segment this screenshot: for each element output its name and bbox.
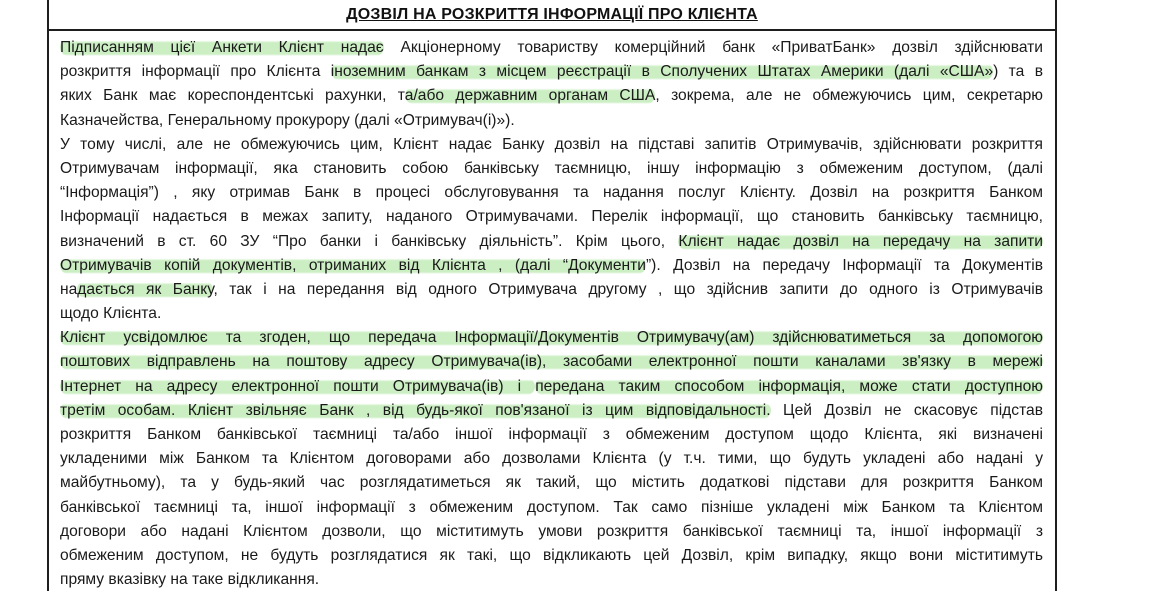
text-line [60,84,1043,108]
text-segment: яких Банк має кореспондентські рахунки, т [60,87,405,105]
text-segment: договори або надані Клієнтом дозволи, що міститимуть умови розкриття банківської таємниці та, іншої інформації з [60,522,1043,540]
text-line [60,181,1043,205]
text-line [60,157,1043,181]
text-line [60,496,1043,520]
text-segment: , зокрема, але не обмежуючись цим, секретарю [655,87,1043,105]
text-segment: щодо Клієнта. [60,305,162,323]
text-segment: ) та в [993,63,1043,81]
text-segment: У тому числі, але не обмежуючись цим, Клієнт надає Банку дозвіл на підставі запитів Отримувачів, здійснювати розкриття [60,135,1043,153]
text-line [60,471,1043,495]
text-line [60,302,1043,326]
highlighted-text: поштових відправлень на поштову адресу Отримувача(ів), засобами електронної пошти каналами зв'язку в мережі [60,353,1043,371]
document-title: ДОЗВІЛ НА РОЗКРИТТЯ ІНФОРМАЦІЇ ПРО КЛІЄНТА [346,5,758,23]
text-line [60,544,1043,568]
text-line [60,520,1043,544]
highlighted-text: Отримувачів копій документів, отриманих від Клієнта , (далі “Документи [60,256,646,274]
highlighted-text: Клієнт усвідомлює та згоден, що передача Інформації/Документів Отримувачу(ам) здійснюватиметься за допомогою [60,329,1043,347]
highlighted-text: передана таким способом інформація, може стати доступною [535,377,1043,395]
text-segment: банківської таємниці та, іншої інформації з обмеженим доступом. Так само пізніше укладені між Банком та Клієнтом [60,498,1043,516]
highlighted-text: третім особам. Клієнт звільняє Банк , від будь-якої пов'язаної із цим відповідальності. [60,401,771,419]
text-line [60,568,1043,592]
text-line [60,109,1043,133]
text-segment: обмеженим доступом, не будуть розглядатися як такі, що відкликають цей Дозвіл, крім випадку, якщо вони міститимуть [60,546,1043,564]
highlighted-text: дається як Банку [77,280,214,298]
document-page [47,0,1057,591]
document-body [60,36,1043,592]
text-line [60,350,1043,374]
text-line [60,36,1043,60]
text-segment: визначений в ст. 60 ЗУ “Про банки і банківську діяльність”. Крім цього, [60,232,679,250]
highlighted-text: іноземним банкам з місцем реєстрації в Сполучених Штатах Америки (далі «США» [330,63,994,81]
text-segment: майбутньому), та у будь-який час розглядатиметься як такий, що містить додаткові підстави для розкриття Банком [60,474,1043,492]
text-segment: на [60,280,78,298]
text-line [60,205,1043,229]
text-segment: Отримувачам інформації, яка становить собою банківську таємницю, іншу інформацію з обмеженим доступом, (далі [60,159,1043,177]
page-left-border [47,0,49,591]
text-line [60,278,1043,302]
text-segment: Акціонерному товариству комерційний банк «ПриватБанк» дозвіл здійснювати [383,39,1043,56]
text-segment: розкриття Банком банківської таємниці та/або іншої інформації з обмеженим доступом щодо Клієнта, які визначені [60,426,1043,443]
text-segment: Цей Дозвіл не скасовує підстав [770,401,1043,419]
text-line [60,230,1043,254]
text-segment: Казначейства, Генеральному прокурору (далі «Отримувач(і)»). [60,111,515,129]
title-bar [47,0,1057,31]
page-right-border [1055,0,1057,591]
highlighted-text: Клієнт надає дозвіл на передачу на запити [678,232,1044,250]
text-line [60,423,1043,447]
text-line [60,399,1043,423]
text-line [60,375,1043,399]
text-segment: Інформації надається в межах запиту, наданого Отримувачами. Перелік інформації, що становить банківську таємницю, [60,208,1043,226]
text-line [60,60,1043,84]
highlighted-text: а/або державним органам США [404,87,656,105]
text-segment: “Інформація”) , яку отримав Банк в процесі обслуговування та надання послуг Клієнту. Дозвіл на розкриття Банком [60,184,1043,202]
text-segment: укладеними між Банком та Клієнтом договорами або дозволами Клієнта (у т.ч. тими, що будуть укладені або надані у [60,450,1043,468]
text-line [60,133,1043,157]
text-line [60,326,1043,350]
text-segment: , так і на передання від одного Отримувача другому , що здійснив запити до одного із Отримувачів [213,280,1043,298]
text-segment: розкриття інформації про Клієнта [60,63,331,81]
highlighted-text: Інтернет на адресу електронної пошти Отримувача(ів) і [60,377,536,395]
text-line [60,447,1043,471]
text-line [60,254,1043,278]
text-segment: пряму вказівку на таке відкликання. [60,571,320,589]
highlighted-text: Підписанням цієї Анкети Клієнт надає [60,39,384,56]
text-segment: ”). Дозвіл на передачу Інформації та Документів [645,256,1044,274]
